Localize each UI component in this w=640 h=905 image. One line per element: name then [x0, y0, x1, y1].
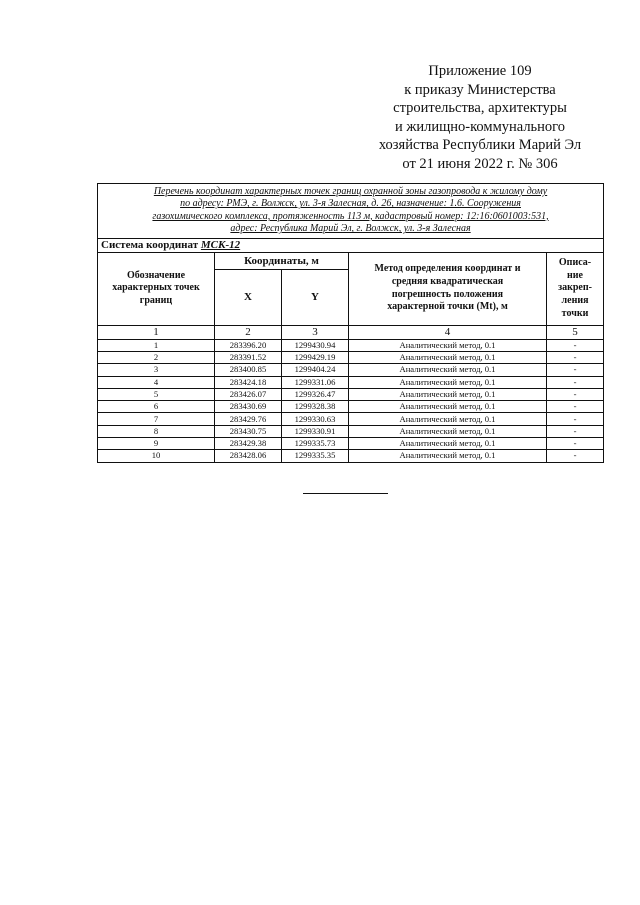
appendix-line: от 21 июня 2022 г. № 306 — [402, 155, 558, 172]
cell-description: - — [547, 388, 604, 400]
cell-x: 283428.06 — [215, 450, 282, 462]
cell-y: 1299404.24 — [282, 364, 349, 376]
cell-point: 4 — [98, 376, 215, 388]
table-title — [98, 184, 604, 239]
cell-y: 1299331.06 — [282, 376, 349, 388]
header-coordinates: Координаты, м — [215, 252, 349, 269]
cell-y: 1299330.91 — [282, 425, 349, 437]
cell-description: - — [547, 401, 604, 413]
header-point-line: характерных точек — [112, 282, 200, 294]
header-description-line: Описа- — [558, 257, 592, 269]
table-row — [98, 450, 604, 462]
cell-point: 3 — [98, 364, 215, 376]
table-row — [98, 438, 604, 450]
table-row — [98, 376, 604, 388]
header-point — [98, 252, 215, 325]
cell-description: - — [547, 339, 604, 351]
column-number: 1 — [98, 325, 215, 339]
cell-description: - — [547, 425, 604, 437]
header-method-line: средняя квадратическая — [391, 276, 504, 288]
cell-method: Аналитический метод, 0.1 — [349, 339, 547, 351]
cell-x: 283426.07 — [215, 388, 282, 400]
table-title-line: по адресу: РМЭ, г. Волжск, ул. 3-я Залесная, д. 26, назначение: 1.6. Сооружения — [180, 198, 521, 210]
cell-x: 283429.38 — [215, 438, 282, 450]
cell-method: Аналитический метод, 0.1 — [349, 376, 547, 388]
table-row — [98, 364, 604, 376]
cell-y: 1299335.35 — [282, 450, 349, 462]
header-method-line: Метод определения координат и — [374, 263, 521, 275]
cell-method: Аналитический метод, 0.1 — [349, 413, 547, 425]
header-method-line: характерной точки (Mt), м — [387, 301, 508, 313]
cell-y: 1299330.63 — [282, 413, 349, 425]
appendix-line: к приказу Министерства — [404, 81, 556, 98]
header-method-line: погрешность положения — [391, 288, 504, 300]
appendix-line: и жилищно-коммунального — [394, 118, 566, 135]
cell-description: - — [547, 450, 604, 462]
header-description-line: точки — [561, 307, 589, 319]
cell-point: 10 — [98, 450, 215, 462]
cell-y: 1299430.94 — [282, 339, 349, 351]
cell-description: - — [547, 438, 604, 450]
table-title-line: адрес: Республика Марий Эл, г. Волжск, ул. 3-я Залесная — [230, 223, 471, 235]
cell-description: - — [547, 364, 604, 376]
cell-x: 283391.52 — [215, 351, 282, 363]
column-number: 4 — [349, 325, 547, 339]
coordinate-system-name: МСК-12 — [200, 239, 241, 252]
cell-point: 5 — [98, 388, 215, 400]
column-numbers-row — [98, 325, 604, 339]
closing-divider — [303, 493, 388, 494]
cell-y: 1299328.38 — [282, 401, 349, 413]
cell-point: 2 — [98, 351, 215, 363]
cell-y: 1299429.19 — [282, 351, 349, 363]
header-point-line: границ — [139, 294, 173, 306]
cell-x: 283396.20 — [215, 339, 282, 351]
table-row — [98, 351, 604, 363]
table-row — [98, 413, 604, 425]
header-description-line: закреп- — [558, 282, 592, 294]
header-x: X — [215, 269, 282, 325]
cell-point: 9 — [98, 438, 215, 450]
appendix-line: хозяйства Республики Марий Эл — [378, 137, 582, 153]
cell-method: Аналитический метод, 0.1 — [349, 388, 547, 400]
header-method — [349, 252, 547, 325]
cell-point: 8 — [98, 425, 215, 437]
table-title-line: Перечень координат характерных точек границ охранной зоны газопровода к жилому дому — [153, 186, 548, 197]
cell-method: Аналитический метод, 0.1 — [349, 450, 547, 462]
table-row — [98, 425, 604, 437]
appendix-line: Приложение 109 — [428, 63, 532, 79]
cell-x: 283424.18 — [215, 376, 282, 388]
cell-method: Аналитический метод, 0.1 — [349, 351, 547, 363]
header-description-line: ние — [567, 269, 583, 281]
appendix-line: строительства, архитектуры — [393, 100, 567, 116]
coordinate-system — [98, 238, 604, 252]
coordinate-system-label: Система координат — [101, 239, 199, 252]
cell-description: - — [547, 413, 604, 425]
cell-point: 1 — [98, 339, 215, 351]
header-description-line: ления — [561, 294, 589, 306]
cell-y: 1299326.47 — [282, 388, 349, 400]
column-number: 2 — [215, 325, 282, 339]
cell-description: - — [547, 351, 604, 363]
table-row — [98, 401, 604, 413]
table-title-line: газохимического комплекса, протяженность 113 м, кадастровый номер: 12:16:0601003:531, — [152, 210, 549, 222]
cell-y: 1299335.73 — [282, 438, 349, 450]
header-point-line: Обозначение — [126, 269, 186, 281]
appendix-header — [330, 62, 630, 173]
column-number: 3 — [282, 325, 349, 339]
cell-method: Аналитический метод, 0.1 — [349, 401, 547, 413]
cell-x: 283400.85 — [215, 364, 282, 376]
table-row — [98, 339, 604, 351]
cell-point: 7 — [98, 413, 215, 425]
cell-x: 283429.76 — [215, 413, 282, 425]
cell-method: Аналитический метод, 0.1 — [349, 438, 547, 450]
column-number: 5 — [547, 325, 604, 339]
cell-description: - — [547, 376, 604, 388]
cell-point: 6 — [98, 401, 215, 413]
cell-method: Аналитический метод, 0.1 — [349, 364, 547, 376]
cell-x: 283430.69 — [215, 401, 282, 413]
cell-x: 283430.75 — [215, 425, 282, 437]
table-row — [98, 388, 604, 400]
cell-method: Аналитический метод, 0.1 — [349, 425, 547, 437]
header-y: Y — [282, 269, 349, 325]
coordinates-table — [97, 183, 604, 463]
header-description — [547, 252, 604, 325]
